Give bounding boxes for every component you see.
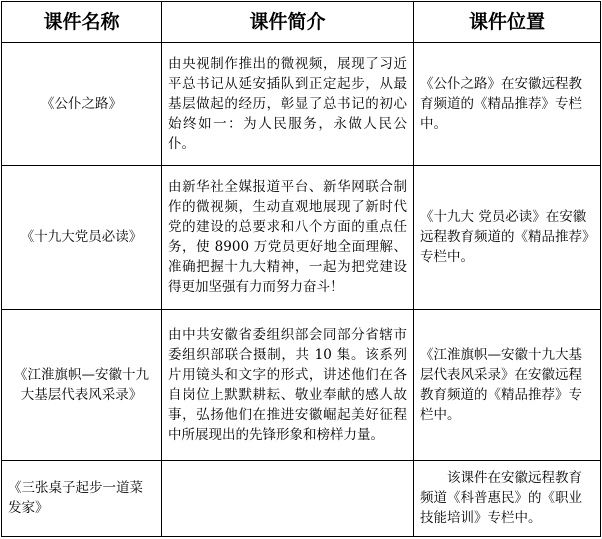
course-description	[162, 460, 414, 536]
courseware-table	[1, 1, 601, 537]
course-name: 《三张桌子起步一道菜发家》	[2, 460, 162, 536]
header-name: 课件名称	[2, 2, 162, 43]
table-row	[2, 310, 601, 461]
course-description: 由中共安徽省委组织部会同部分省辖市委组织部联合摄制，共 10 集。该系列片用镜头和文字的形式，讲述他们在各自岗位上默默耕耘、敬业奉献的感人故事，弘扬他们在推进安徽崛起美好征程中所展现出的先锋形象和榜样力量。	[162, 310, 414, 461]
course-location: 《十九大 党员必读》在安徽远程教育频道的《精品推荐》专栏中。	[414, 165, 601, 310]
course-name: 《江淮旗帜—安徽十九大基层代表风采录》	[2, 310, 162, 461]
course-name: 《公仆之路》	[2, 43, 162, 165]
header-location: 课件位置	[414, 2, 601, 43]
course-description: 由央视制作推出的微视频，展现了习近平总书记从延安插队到正定起步，从最基层做起的经历，彰显了总书记的初心始终如一：为人民服务，永做人民公仆。	[162, 43, 414, 165]
course-location: 该课件在安徽远程教育频道《科普惠民》的《职业技能培训》专栏中。	[414, 460, 601, 536]
table-row	[2, 165, 601, 310]
header-row	[2, 2, 601, 43]
course-location: 《公仆之路》在安徽远程教育频道的《精品推荐》专栏中。	[414, 43, 601, 165]
table-row	[2, 460, 601, 536]
header-description: 课件简介	[162, 2, 414, 43]
course-name: 《十九大党员必读》	[2, 165, 162, 310]
table-row	[2, 43, 601, 165]
course-description: 由新华社全媒报道平台、新华网联合制作的微视频，生动直观地展现了新时代党的建设的总要求和八个方面的重点任务，使 8900 万党员更好地全面理解、准确把握十九大精神，一起为把党建设得更加坚强有力而努力奋斗！	[162, 165, 414, 310]
course-location: 《江淮旗帜—安徽十九大基层代表风采录》在安徽远程教育频道的《精品推荐》专栏中。	[414, 310, 601, 461]
